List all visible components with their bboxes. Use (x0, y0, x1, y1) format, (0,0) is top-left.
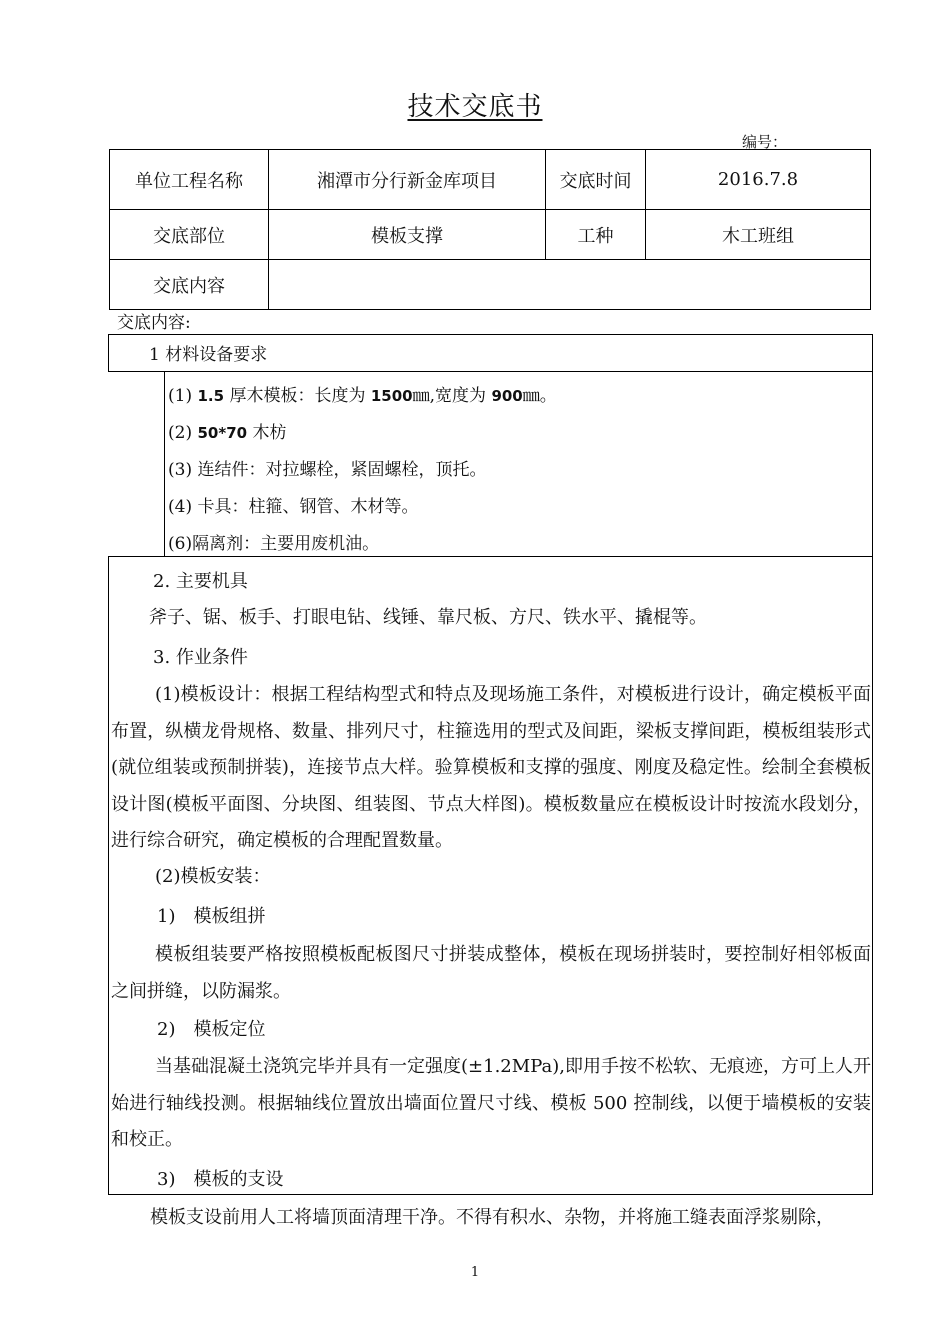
sub2-text: 当基础混凝土浇筑完毕并具有一定强度(±1.2MPa),即用手按不松软、无痕迹，方可上人开始进行轴线投测。根据轴线位置放出墙面位置尺寸线、模板 500 控制线，以便于墙模板的安装和校正。 (111, 1056, 871, 1150)
sub3-heading: 3) 模板的支设 (157, 1169, 284, 1190)
section1-heading-box (108, 334, 873, 372)
tools-text: 斧子、锯、板手、打眼电钻、线锤、靠尺板、方尺、铁水平、撬棍等。 (149, 607, 707, 628)
section3-heading: 3. 作业条件 (153, 647, 248, 668)
content-value (269, 260, 871, 310)
date-value: 2016.7.8 (646, 150, 871, 210)
part-value: 模板支撑 (269, 210, 546, 260)
section1-items-box (164, 371, 873, 557)
material-item-3: (3) 连结件：对拉螺栓，紧固螺栓，顶托。 (168, 460, 487, 480)
unit-name-value: 湘潭市分行新金库项目 (269, 150, 546, 210)
sub1-heading: 1) 模板组拼 (157, 906, 266, 927)
part-label: 交底部位 (110, 210, 269, 260)
install-heading: (2)模板安装： (155, 866, 271, 887)
content-heading: 交底内容: (117, 313, 191, 333)
section2-box (108, 556, 873, 1195)
content-label: 交底内容 (110, 260, 269, 310)
design-paragraph: (1)模板设计：根据工程结构型式和特点及现场施工条件，对模板进行设计，确定模板平面布置，纵横龙骨规格、数量、排列尺寸，柱箍选用的型式及间距，梁板支撑间距，模板组装形式(就位组装或预制拼装)，连接节点大样。验算模板和支撑的强度、刚度及稳定性。绘制全套模板设计图(模板平面图、分块图、组装图、节点大样图)。模板数量应在模板设计时按流水段划分，进行综合研究，确定模板的合理配置数量。 (111, 684, 871, 851)
document-title: 技术交底书 (407, 92, 543, 122)
sub2-heading: 2) 模板定位 (157, 1019, 266, 1040)
info-table (109, 149, 871, 310)
date-label: 交底时间 (546, 150, 646, 210)
material-item-5: (6)隔离剂：主要用废机油。 (168, 534, 380, 554)
material-item-1: (1) 1.5 厚木模板：长度为 1500㎜,宽度为 900㎜。 (168, 386, 557, 406)
material-item-4: (4) 卡具：柱箍、钢管、木材等。 (168, 497, 419, 517)
material-item-2: (2) 50*70 木枋 (168, 423, 287, 443)
trade-value: 木工班组 (646, 210, 871, 260)
trade-label: 工种 (546, 210, 646, 260)
sub1-text: 模板组装要严格按照模板配板图尺寸拼装成整体，模板在现场拼装时，要控制好相邻板面之间拼缝，以防漏浆。 (111, 944, 871, 1002)
trailing-text: 模板支设前用人工将墙顶面清理干净。不得有积水、杂物，并将施工缝表面浮浆剔除， (150, 1207, 834, 1228)
unit-name-label: 单位工程名称 (110, 150, 269, 210)
page-number: 1 (470, 1265, 480, 1280)
section1-heading: 1 材料设备要求 (149, 345, 268, 365)
section2-heading: 2. 主要机具 (153, 571, 248, 592)
serial-number-label: 编号： (742, 133, 788, 151)
